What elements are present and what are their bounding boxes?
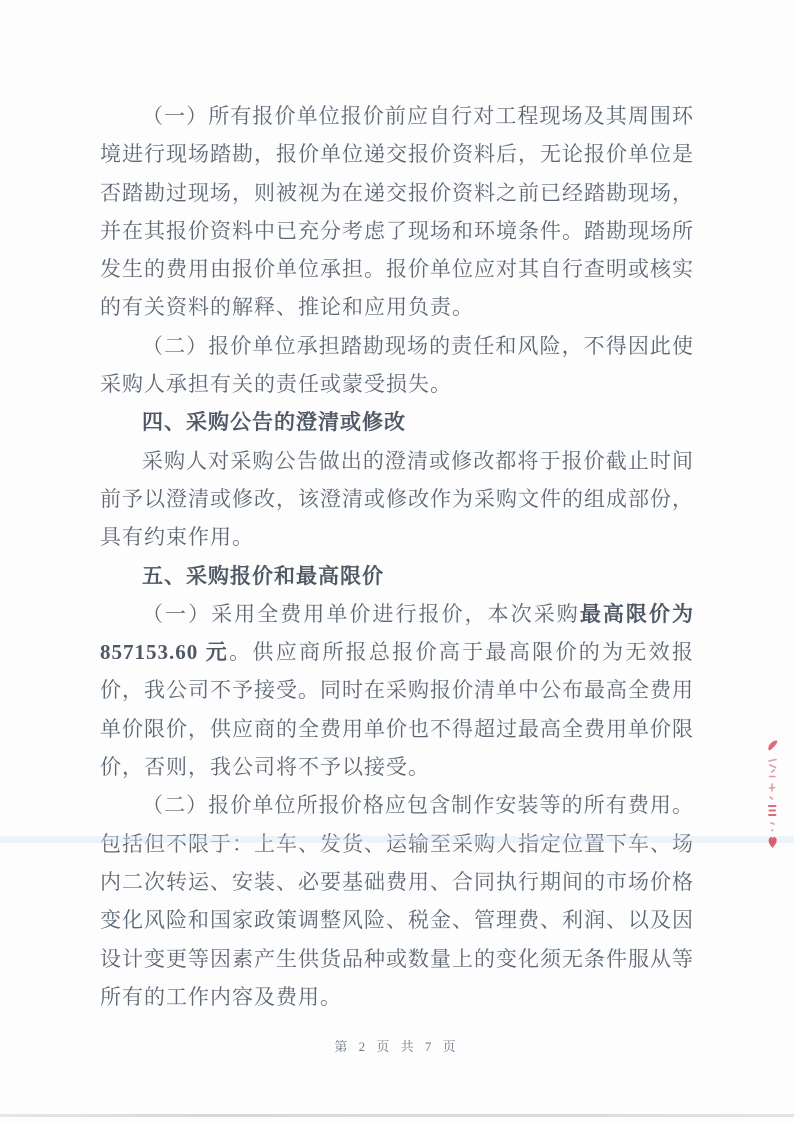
price-limit-text-post: 。供应商所报总报价高于最高限价的为无效报价，我公司不予接受。同时在采购报价清单中公布最高全费用单价限价，供应商的全费用单价也不得超过最高全费用单价限价，否则，我公司将不予以接受。 [100,640,695,780]
document-body [100,97,694,1016]
scan-bottom-edge-line [0,1114,794,1117]
paragraph-price-includes: （二）报价单位所报价格应包含制作安装等的所有费用。包括但不限于：上车、发货、运输至采购人指定位置下车、场内二次转运、安装、必要基础费用、合同执行期间的市场价格变化风险和国家政策调整风险、税金、管理费、利润、以及因设计变更等因素产生供货品种或数量上的变化须无条件服从等所有的工作内容及费用。 [100,793,694,1009]
price-limit-text-pre: （一）采用全费用单价进行报价，本次采购 [142,601,580,626]
heading-section-5-price-limit: 五、采购报价和最高限价 [142,563,384,588]
paragraph-site-survey: （一）所有报价单位报价前应自行对工程现场及其周围环境进行现场踏勘，报价单位递交报价资料后，无论报价单位是否踏勘过现场，则被视为在递交报价资料之前已经踏勘现场，并在其报价资料中已充分考虑了现场和环境条件。踏勘现场所发生的费用由报价单位承担。报价单位应对其自行查明或核实的有关资料的解释、推论和应用负责。 [100,104,694,320]
max-price-limit-value: 最高限价为857153.60 元 [100,601,695,665]
heading-section-4-clarification: 四、采购公告的澄清或修改 [142,410,406,435]
paragraph-clarification: 采购人对采购公告做出的澄清或修改都将于报价截止时间前予以澄清或修改，该澄清或修改作为采购文件的组成部份，具有约束作用。 [100,448,694,550]
paragraph-price-limit [100,595,694,786]
red-stamp-fragment-icon [765,739,780,851]
page-number-footer: 第 2 页 共 7 页 [334,1039,460,1054]
red-stamp-fragment [765,739,780,851]
paragraph-survey-risk: （二）报价单位承担踏勘现场的责任和风险，不得因此使采购人承担有关的责任或蒙受损失。 [100,333,694,397]
